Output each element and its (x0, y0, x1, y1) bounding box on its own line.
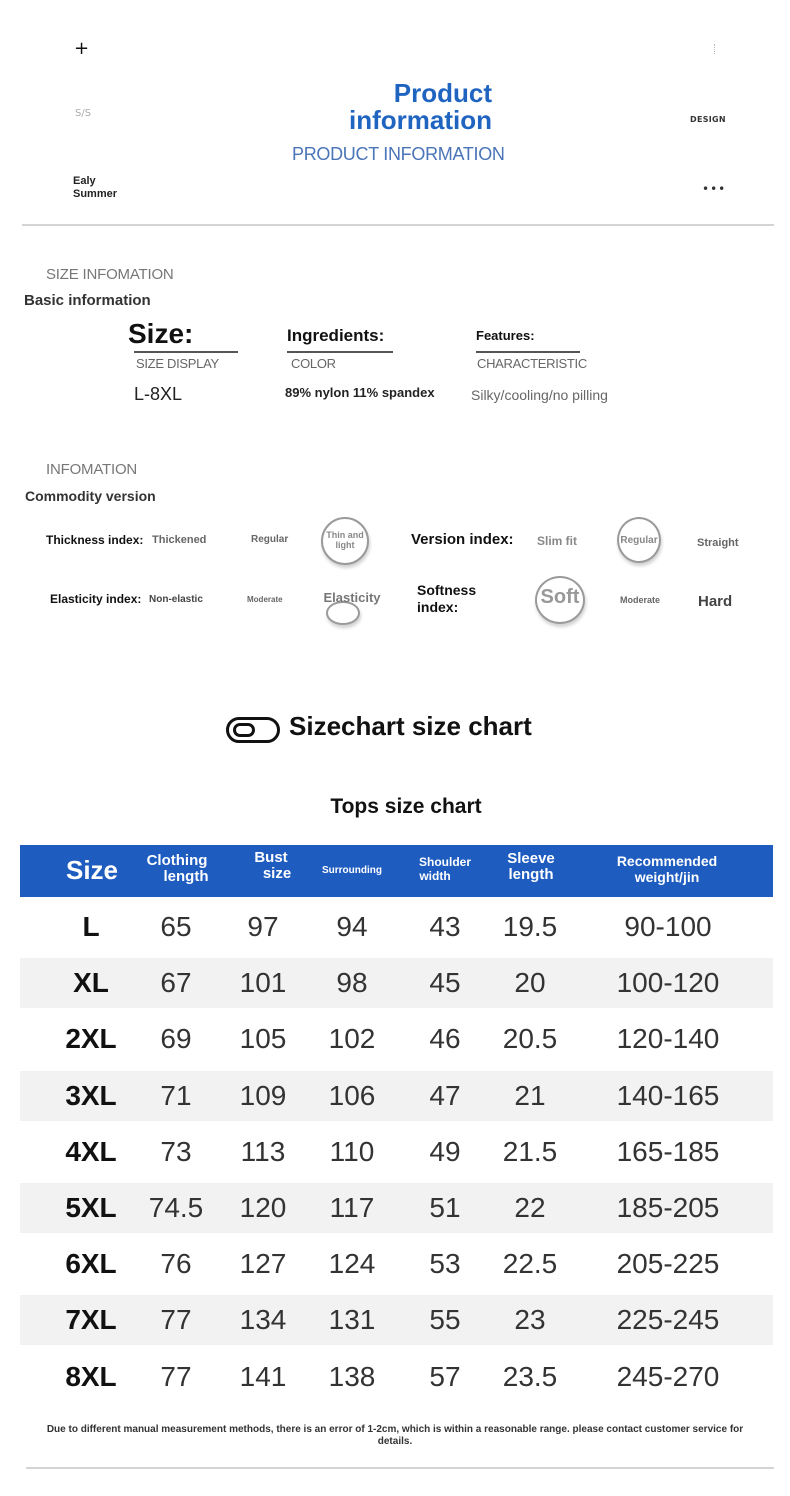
column-header-shoulder-width (400, 855, 490, 883)
column-header-line2: width (419, 869, 451, 883)
table-row (20, 1352, 773, 1402)
ingredients-sublabel: COLOR (291, 356, 336, 371)
table-cell: 205-225 (616, 1248, 720, 1280)
table-cell: 106 (328, 1079, 376, 1111)
size-cell: 4XL (65, 1135, 117, 1167)
table-cell: 76 (160, 1248, 192, 1280)
table-cell: 97 (247, 911, 279, 942)
page-title-line2: information (349, 105, 492, 135)
table-cell: 185-205 (616, 1192, 720, 1223)
table-cell: 101 (239, 967, 287, 999)
table-cell: 90-100 (624, 911, 712, 942)
table-row (20, 1127, 773, 1177)
design-mark: DESIGN (690, 115, 726, 124)
bottom-divider (26, 1467, 774, 1469)
footnote: Due to different manual measurement methods, there is an error of 1-2cm, which is within a reasonable range. please contact customer service for details. (46, 1424, 744, 1447)
size-cell: 5XL (65, 1192, 117, 1223)
table-cell: 23.5 (502, 1360, 558, 1392)
elasticity-option-moderate: Moderate (247, 595, 283, 604)
size-cell: 2XL (65, 1023, 117, 1055)
version-option-regular: Regular (620, 535, 658, 546)
thickness-option-regular: Regular (251, 534, 289, 545)
corner-tick (714, 44, 716, 54)
plus-icon: + (74, 38, 90, 59)
table-cell: 22 (514, 1192, 546, 1223)
table-cell: 225-245 (616, 1304, 720, 1336)
table-cell: 94 (336, 911, 368, 942)
table-cell: 141 (239, 1360, 287, 1392)
table-header (20, 845, 773, 897)
table-cell: 69 (160, 1023, 192, 1055)
basic-info-heading: Basic information (24, 292, 151, 309)
table-cell: 71 (160, 1079, 192, 1111)
column-header-line1: Recommended (616, 853, 718, 869)
thickness-option-thin: Thin and light (326, 530, 364, 550)
table-cell: 22.5 (502, 1248, 558, 1280)
softness-index-label (417, 582, 476, 616)
table-cell: 45 (429, 967, 461, 999)
column-header-line1: Clothing (146, 852, 208, 869)
commodity-heading: Commodity version (25, 488, 156, 504)
table-cell: 117 (329, 1192, 375, 1223)
season-mark: S/S (75, 108, 92, 119)
column-header-size: Size (65, 855, 119, 885)
column-header-line1: Bust (254, 849, 288, 866)
size-cell: 8XL (65, 1360, 117, 1392)
table-cell: 105 (239, 1023, 287, 1055)
sizechart-title: Sizechart size chart (289, 711, 532, 741)
elasticity-option-elasticity: Elasticity (323, 590, 381, 605)
season-caption-line1: Ealy (73, 175, 96, 187)
column-header-recommended-weight (587, 853, 747, 885)
version-index-label: Version index: (411, 531, 514, 548)
table-cell: 47 (429, 1079, 461, 1111)
size-info-heading: SIZE INFOMATION (46, 266, 174, 283)
size-value: L-8XL (134, 384, 183, 404)
ingredients-label: Ingredients: (287, 326, 385, 345)
size-cell: L (82, 911, 100, 942)
table-cell: 245-270 (616, 1360, 720, 1392)
table-cell: 138 (328, 1360, 376, 1392)
table-cell: 21.5 (502, 1135, 558, 1167)
table-row (20, 1014, 773, 1064)
table-cell: 21 (514, 1079, 546, 1111)
table-cell: 109 (239, 1079, 287, 1111)
table-row (20, 958, 773, 1008)
table-cell: 51 (429, 1192, 461, 1223)
table-cell: 102 (328, 1023, 376, 1055)
softness-label-line1: Softness (417, 582, 477, 598)
table-cell: 77 (160, 1360, 192, 1392)
size-label: Size: (128, 318, 194, 349)
softness-option-soft: Soft (540, 586, 580, 608)
version-option-slim: Slim fit (537, 534, 578, 548)
thickness-index-label: Thickness index: (46, 533, 144, 547)
table-cell: 120-140 (616, 1023, 720, 1055)
season-caption-line2: Summer (73, 188, 118, 200)
table-cell: 127 (239, 1248, 287, 1280)
table-cell: 74.5 (148, 1192, 204, 1223)
table-cell: 134 (239, 1304, 287, 1336)
column-header-line2: weight/jin (634, 869, 700, 885)
info-heading: INFOMATION (46, 461, 138, 478)
elasticity-option-non-elastic: Non-elastic (149, 594, 203, 605)
divider (22, 224, 774, 226)
table-cell: 46 (429, 1023, 461, 1055)
size-cell: 3XL (65, 1079, 117, 1111)
table-row (20, 1295, 773, 1345)
table-cell: 98 (336, 967, 368, 999)
table-cell: 53 (429, 1248, 461, 1280)
dots-icon: ••• (702, 182, 727, 196)
season-caption (73, 175, 117, 201)
table-cell: 124 (328, 1248, 376, 1280)
table-cell: 77 (160, 1304, 192, 1336)
table-row (20, 902, 773, 952)
tops-size-chart-title: Tops size chart (330, 795, 482, 818)
softness-label-line2: index: (417, 599, 459, 615)
page-subtitle: PRODUCT INFORMATION (292, 144, 505, 164)
table-cell: 131 (328, 1304, 376, 1336)
table-cell: 65 (160, 911, 192, 942)
thickness-option-thickened: Thickened (152, 534, 207, 546)
features-value: Silky/cooling/no pilling (471, 387, 608, 403)
table-cell: 113 (240, 1135, 286, 1167)
table-row (20, 1071, 773, 1121)
size-cell: XL (73, 967, 109, 999)
version-option-straight: Straight (697, 537, 739, 549)
softness-option-hard: Hard (698, 593, 733, 610)
size-underline (134, 351, 238, 353)
table-row (20, 1239, 773, 1289)
table-cell: 57 (429, 1360, 461, 1392)
page-title-line1: Product (393, 78, 492, 108)
toggle-icon (226, 717, 280, 743)
column-header-line2: length (163, 868, 209, 885)
table-cell: 43 (429, 911, 461, 942)
column-header-line1: Shoulder (418, 855, 471, 869)
ingredients-value: 89% nylon 11% spandex (285, 385, 435, 400)
column-header-line2: size (262, 865, 292, 882)
column-header-line1: Sleeve (507, 850, 555, 867)
column-header-sleeve-length (486, 851, 576, 883)
table-row (20, 1183, 773, 1233)
table-cell: 100-120 (616, 967, 720, 999)
features-sublabel: CHARACTERISTIC (477, 356, 587, 371)
table-cell: 67 (160, 967, 192, 999)
table-cell: 20 (514, 967, 546, 999)
softness-option-moderate: Moderate (620, 595, 661, 605)
column-header-line2: length (508, 866, 554, 883)
elasticity-index-label: Elasticity index: (50, 592, 142, 606)
table-cell: 55 (429, 1304, 461, 1336)
table-cell: 19.5 (502, 911, 558, 942)
table-cell: 165-185 (616, 1135, 720, 1167)
features-label: Features: (476, 328, 535, 343)
page-title (349, 80, 492, 134)
table-cell: 49 (429, 1135, 461, 1167)
ingredients-underline (287, 351, 393, 353)
table-cell: 120 (239, 1192, 287, 1223)
features-underline (476, 351, 580, 353)
size-cell: 6XL (65, 1248, 117, 1280)
table-cell: 110 (329, 1135, 375, 1167)
size-sublabel: SIZE DISPLAY (136, 356, 219, 371)
table-cell: 140-165 (616, 1079, 720, 1111)
size-cell: 7XL (65, 1304, 117, 1336)
column-header-surrounding: Surrounding (322, 865, 382, 876)
table-cell: 73 (160, 1135, 192, 1167)
table-cell: 20.5 (502, 1023, 558, 1055)
column-header-clothing-length (132, 853, 222, 885)
table-cell: 23 (514, 1304, 546, 1336)
